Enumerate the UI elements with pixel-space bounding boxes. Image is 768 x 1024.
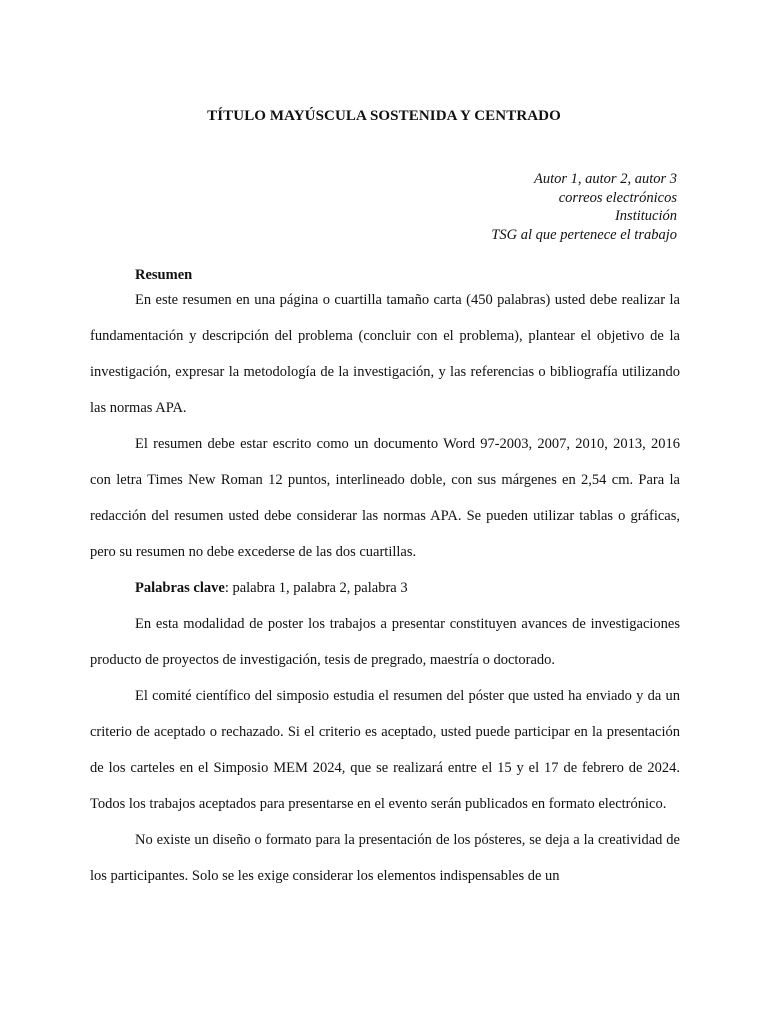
author-tsg: TSG al que pertenece el trabajo [491,226,677,243]
keywords-label: Palabras clave [135,580,225,596]
paragraph: El resumen debe estar escrito como un documento Word 97-2003, 2007, 2010, 2013, 2016 con letra Times New Roman 12 puntos, interlineado doble, con sus márgenes en 2,54 cm. Para la redacción del resumen usted debe considerar las normas APA. Se pueden utilizar tablas o gráficas, pero su resumen no debe excederse de las dos cuartillas. [90,436,680,560]
abstract-body [90,282,680,894]
author-block [491,170,677,244]
paragraph: El comité científico del simposio estudia el resumen del póster que usted ha enviado y da un criterio de aceptado o rechazado. Si el criterio es aceptado, usted puede participar en la presentación de los carteles en el Simposio MEM 2024, que se realizará entre el 15 y el 17 de febrero de 2024. Todos los trabajos aceptados para presentarse en el evento serán publicados en formato electrónico. [90,688,680,812]
document-title: TÍTULO MAYÚSCULA SOSTENIDA Y CENTRADO [207,108,561,124]
keywords-text: : palabra 1, palabra 2, palabra 3 [224,580,408,596]
paragraph: En este resumen en una página o cuartilla tamaño carta (450 palabras) usted debe realizar la fundamentación y descripción del problema (concluir con el problema), plantear el objetivo de la investigación, expresar la metodología de la investigación, y las referencias o bibliografía utilizando las normas APA. [90,292,680,416]
author-names: Autor 1, autor 2, autor 3 [534,171,677,187]
abstract-heading: Resumen [135,267,193,283]
keywords-paragraph [90,570,680,606]
author-emails: correos electrónicos [558,189,677,206]
paragraph: No existe un diseño o formato para la presentación de los pósteres, se deja a la creatividad de los participantes. Solo se les exige considerar los elementos indispensables de un [90,832,680,884]
author-institution: Institución [614,208,677,224]
paragraph: En esta modalidad de poster los trabajos a presentar constituyen avances de investigaciones producto de proyectos de investigación, tesis de pregrado, maestría o doctorado. [90,616,680,668]
